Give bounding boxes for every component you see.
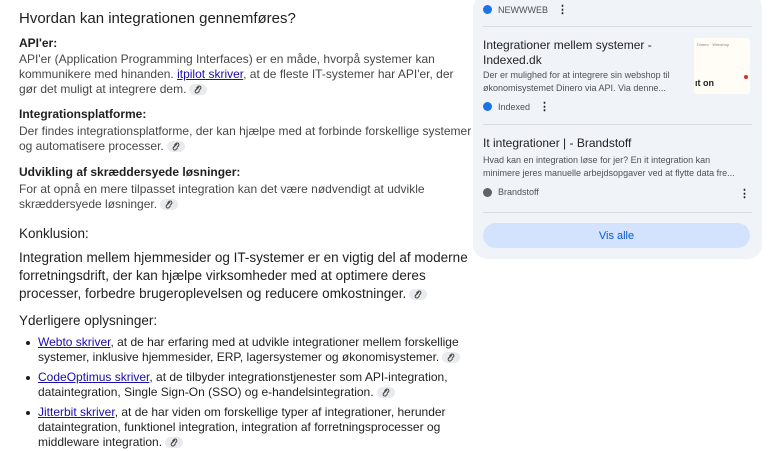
divider xyxy=(483,212,752,213)
bullet-icon xyxy=(26,411,30,415)
jitterbit-link[interactable]: Jitterbit skriver xyxy=(38,405,115,419)
divider xyxy=(483,124,752,125)
api-title: API'er: xyxy=(19,36,58,50)
globe-icon xyxy=(483,5,492,14)
bullet-icon xyxy=(26,376,30,380)
more-info-title: Yderligere oplysninger: xyxy=(19,313,158,328)
custom-paragraph: For at opnå en mere tilpasset integration kan det være nødvendigt at udvikle skræddersyede løsninger. xyxy=(19,182,425,211)
citation-link-icon[interactable] xyxy=(167,141,185,152)
dot-icon xyxy=(744,75,748,79)
source-indexed[interactable]: Indexed ⋮ xyxy=(483,100,549,113)
citation-link-icon[interactable] xyxy=(189,84,207,95)
source-thumbnail[interactable]: Dinero · Webshop ıt on xyxy=(694,38,750,94)
conclusion-paragraph: Integration mellem hjemmesider og IT-systemer er en vigtig del af moderne forretningsdrift, der kan hjælpe virksomheder med at optimere deres processer, forbedre brugeroplevelsen og reducere omkostninger. xyxy=(19,250,468,301)
bullet-icon xyxy=(26,341,30,345)
source-card-title[interactable]: Integrationer mellem systemer - Indexed.dk xyxy=(483,38,652,67)
api-paragraph: API'er (Application Programming Interfaces) er en måde, hvorpå systemer kan kommunikere med hinanden. itpilot skriver, at de fleste IT-systemer har API'er, der gør det muligt at integrere dem. xyxy=(19,52,454,96)
conclusion-title: Konklusion: xyxy=(19,226,89,241)
citation-link-icon[interactable] xyxy=(165,437,183,448)
platform-title: Integrationsplatforme: xyxy=(19,107,147,121)
source-card-snippet: Der er mulighed for at integrere sin webshop til økonomisystemet Dinero via API. Via denne... xyxy=(483,70,670,93)
platform-paragraph: Der findes integrationsplatforme, der kan hjælpe med at forbinde forskellige systemer og automatisere processer. xyxy=(19,124,472,153)
sources-panel xyxy=(473,0,762,259)
citation-link-icon[interactable] xyxy=(442,352,460,363)
citation-link-icon[interactable] xyxy=(409,289,427,300)
site-favicon-icon xyxy=(483,188,492,197)
webto-link[interactable]: Webto skriver xyxy=(38,335,111,349)
codeoptimus-link[interactable]: CodeOptimus skriver xyxy=(38,370,150,384)
section-heading: Hvordan kan integrationen gennemføres? xyxy=(19,10,296,27)
divider xyxy=(483,26,752,27)
show-all-button[interactable]: Vis alle xyxy=(483,223,750,248)
citation-link-icon[interactable] xyxy=(377,387,395,398)
more-options-icon[interactable]: ⋮ xyxy=(557,4,567,16)
more-options-icon[interactable]: ⋮ xyxy=(539,101,550,113)
source-brandstoff[interactable]: Brandstoff xyxy=(483,187,539,197)
source-newwweb[interactable]: NEWWWEB ⋮ xyxy=(483,3,567,16)
citation-link-icon[interactable] xyxy=(160,199,178,210)
itpilot-link[interactable]: itpilot skriver xyxy=(177,67,244,81)
globe-icon xyxy=(483,102,492,111)
source-card-snippet: Hvad kan en integration løse for jer? En it integration kan minimere jeres manuelle arbejdsopgaver ved at flytte data fre... xyxy=(483,155,735,178)
source-card-title[interactable]: It integrationer | - Brandstoff xyxy=(483,136,632,150)
custom-title: Udvikling af skræddersyede løsninger: xyxy=(19,165,241,179)
more-options-icon[interactable]: ⋮ xyxy=(739,188,750,200)
